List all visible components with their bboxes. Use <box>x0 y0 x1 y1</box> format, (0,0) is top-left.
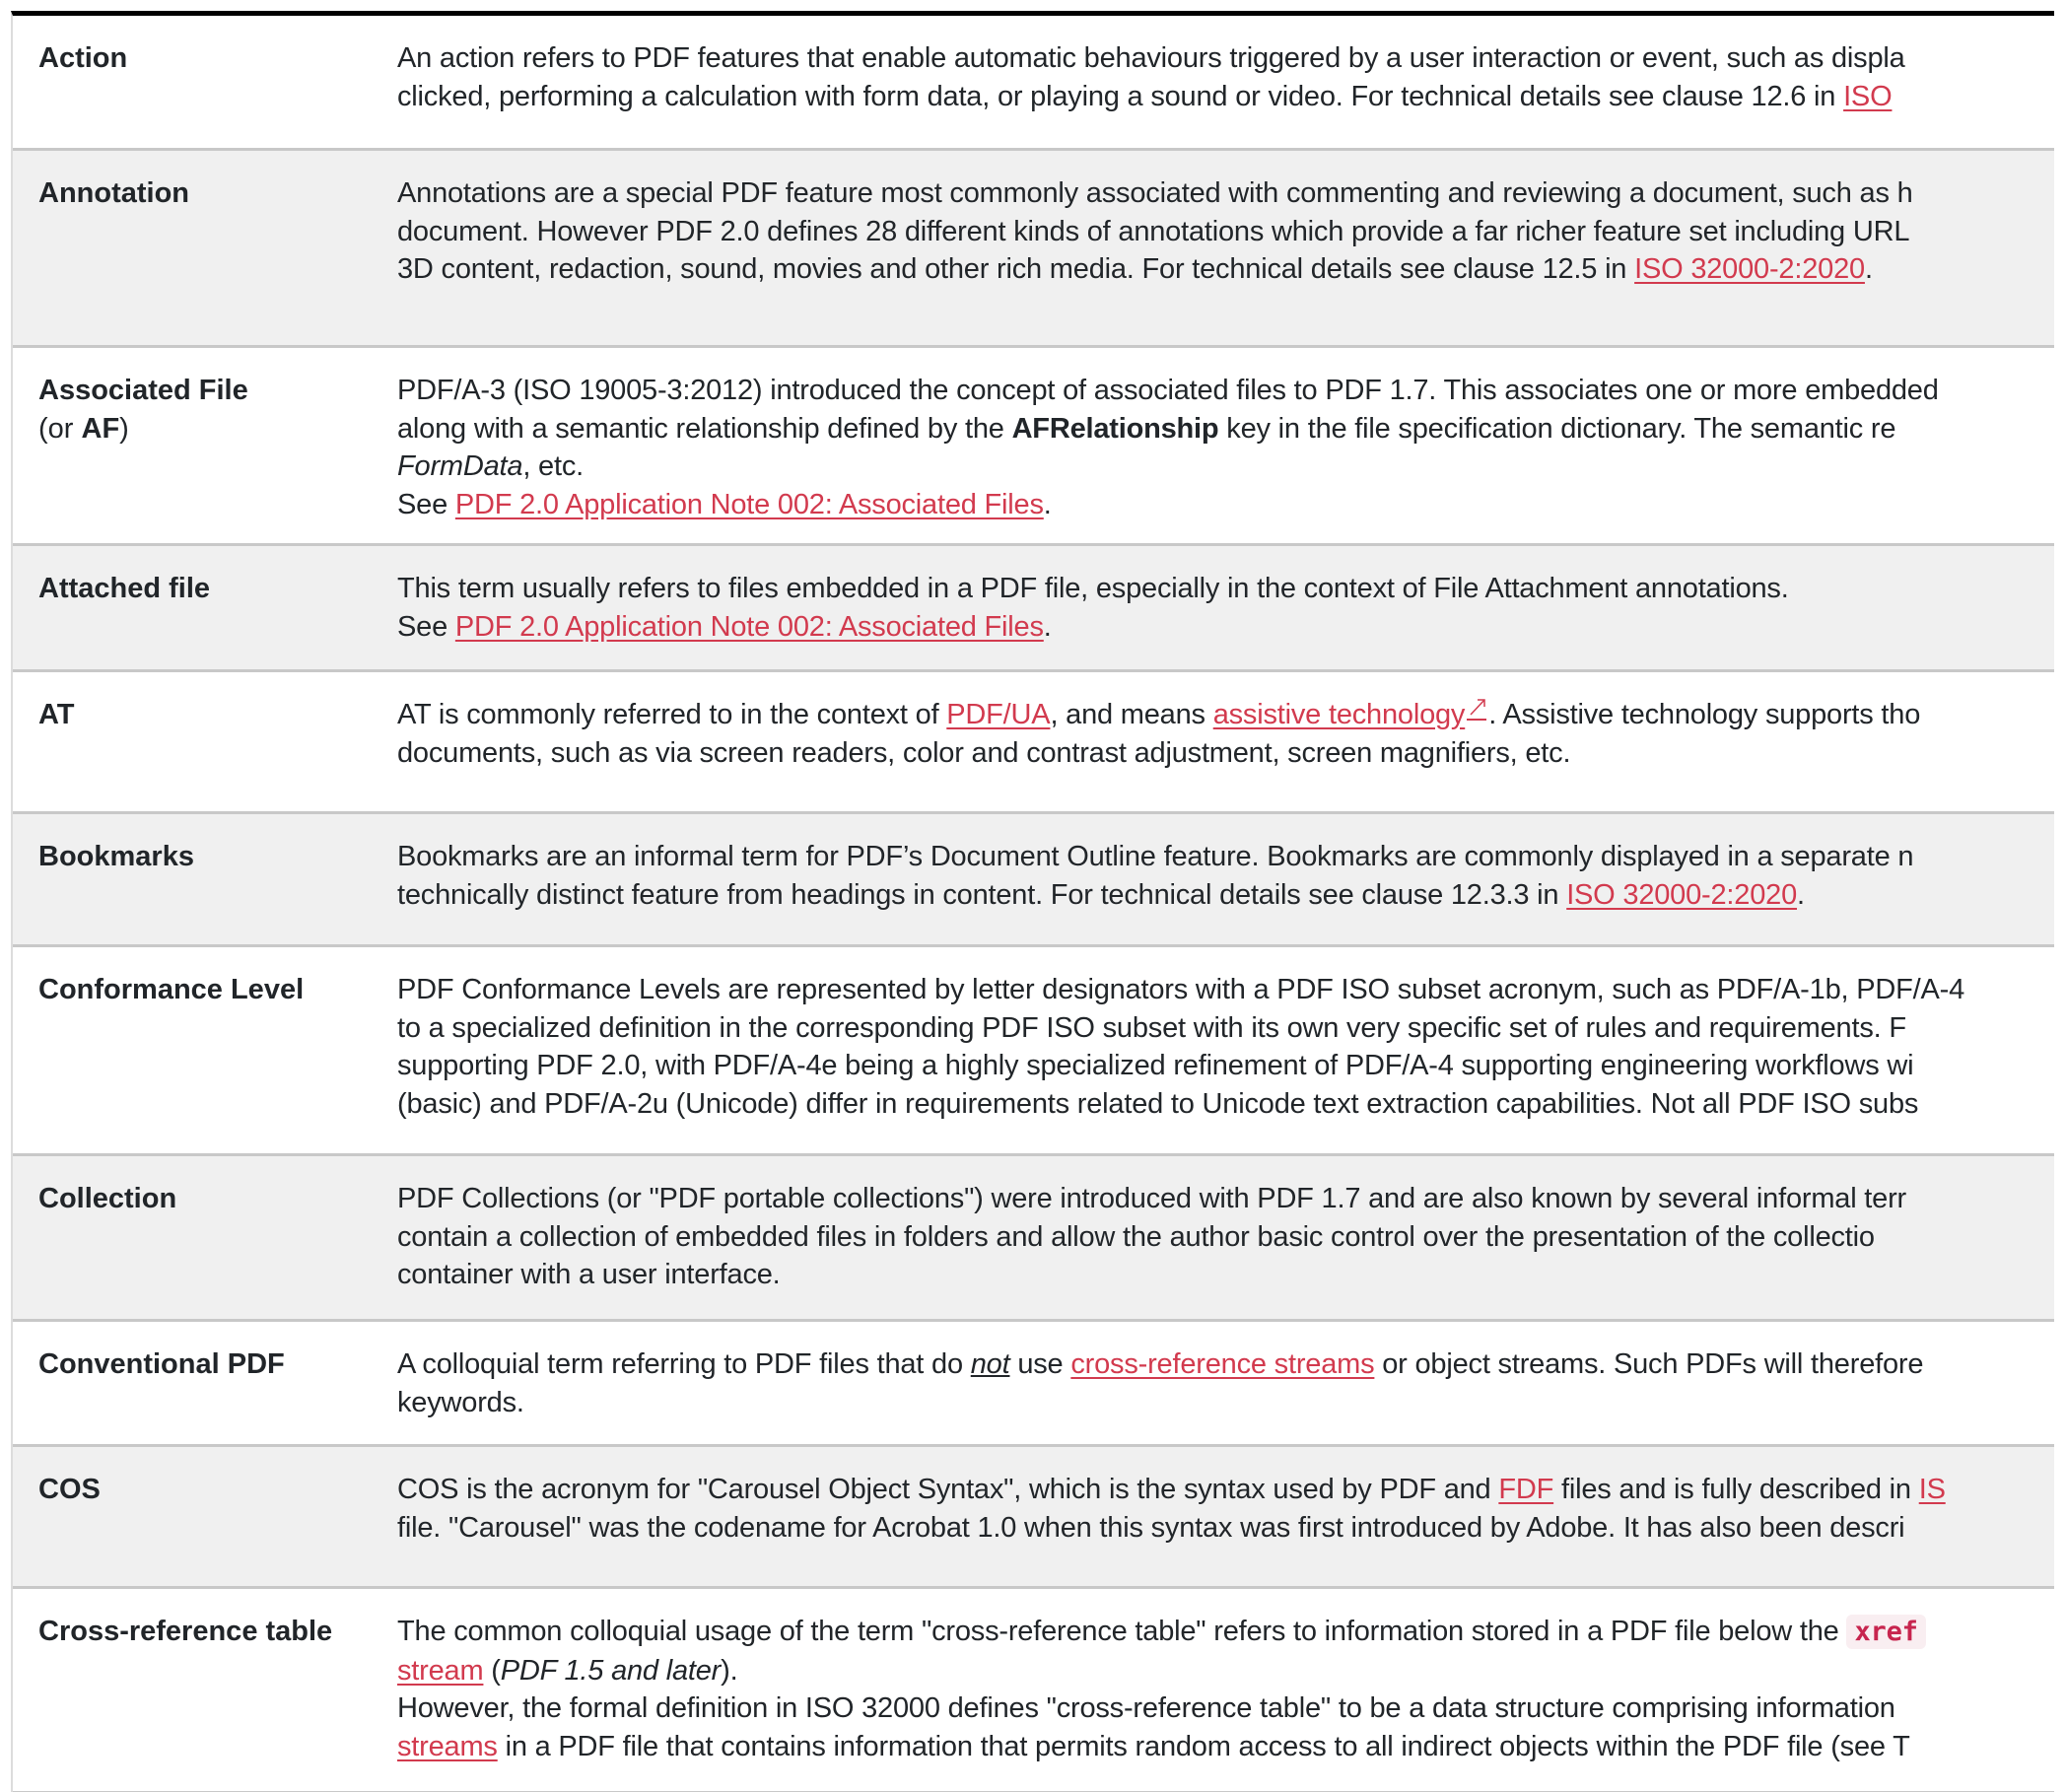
table-row <box>13 16 2054 151</box>
definition <box>397 570 1789 646</box>
text: document. However PDF 2.0 defines 28 different kinds of annotations which provide a far richer feature set including URL <box>397 215 1910 247</box>
text: PDF Collections (or "PDF portable collections") were introduced with PDF 1.7 and are also known by several informal terr <box>397 1183 1907 1214</box>
term: Annotation <box>38 177 190 209</box>
text: . <box>1797 878 1805 911</box>
text: , and means <box>1050 699 1213 730</box>
text: , etc. <box>522 450 584 483</box>
xref-streams-link[interactable]: cross-reference streams <box>1070 1348 1375 1380</box>
text: or object streams. Such PDFs will therefore <box>1374 1348 1924 1380</box>
text: Annotations are a special PDF feature most commonly associated with commenting and reviewing a document, such as h <box>397 177 1913 209</box>
term: Collection <box>38 1183 177 1214</box>
table-row <box>13 151 2054 348</box>
app-note-link[interactable]: PDF 2.0 Application Note 002: Associated Files <box>454 610 1044 643</box>
term: Action <box>38 42 128 74</box>
xref-stream-link[interactable]: stream <box>397 1654 484 1687</box>
text: key in the file specification dictionary. The semantic re <box>1218 412 1896 445</box>
term: Bookmarks <box>38 841 194 872</box>
table-row <box>13 348 2054 546</box>
iso-32000-link[interactable]: ISO 32000-2:2020 <box>1566 878 1798 911</box>
table-row <box>13 1447 2054 1589</box>
text: documents, such as via screen readers, color and contrast adjustment, screen magnifiers, etc. <box>397 736 1571 769</box>
iso-32000-link[interactable]: ISO <box>1843 80 1893 112</box>
app-note-link[interactable]: PDF 2.0 Application Note 002: Associated Files <box>454 489 1044 521</box>
text: ( <box>483 1654 501 1687</box>
text: However, the formal definition in ISO 32000 defines "cross-reference table" to be a data structure comprising information <box>397 1692 1895 1725</box>
text: to a specialized definition in the corresponding PDF ISO subset with its own very specific set of rules and requirements. F <box>397 1011 1906 1044</box>
pdf-ua-link[interactable]: PDF/UA <box>946 699 1051 730</box>
definition <box>397 1180 1906 1294</box>
term: COS <box>38 1474 101 1505</box>
text: . <box>1043 610 1052 643</box>
definition <box>397 971 1964 1124</box>
text: See <box>397 610 455 643</box>
table-row <box>13 546 2054 672</box>
definition <box>397 838 1913 914</box>
term: Conventional PDF <box>38 1348 285 1380</box>
term <box>38 372 248 448</box>
text: use <box>1009 1348 1071 1380</box>
text: along with a semantic relationship defined by the <box>397 412 1012 445</box>
text: An action refers to PDF features that enable automatic behaviours triggered by a user interaction or event, such as displa <box>397 42 1905 74</box>
definition <box>397 39 1905 115</box>
text: contain a collection of embedded files in folders and allow the author basic control over the presentation of the collectio <box>397 1220 1875 1253</box>
definition <box>397 1345 1923 1421</box>
external-link-icon[interactable] <box>1465 696 1488 722</box>
definition <box>397 1471 1946 1547</box>
text: PDF/A-3 (ISO 19005-3:2012) introduced the concept of associated files to PDF 1.7. This associates one or more embedded <box>397 375 1939 406</box>
text: container with a user interface. <box>397 1259 781 1291</box>
definition <box>397 1613 1926 1766</box>
definition <box>397 174 1913 289</box>
xref-streams-link[interactable]: streams <box>397 1731 498 1763</box>
emphasis: PDF 1.5 and later <box>500 1654 722 1687</box>
text: A colloquial term referring to PDF files that do <box>397 1348 971 1380</box>
code-keyword: xref <box>1846 1615 1925 1649</box>
text: 3D content, redaction, sound, movies and other rich media. For technical details see clause 12.5 in <box>397 253 1635 286</box>
glossary-table <box>11 11 2054 1792</box>
text: COS is the acronym for "Carousel Object Syntax", which is the syntax used by PDF and <box>397 1474 1499 1505</box>
text: file. "Carousel" was the codename for Acrobat 1.0 when this syntax was first introduced by Adobe. It has also been descri <box>397 1511 1905 1544</box>
text: . Assistive technology supports tho <box>1488 699 1921 730</box>
table-row <box>13 1156 2054 1322</box>
term: Attached file <box>38 573 211 604</box>
term: AT <box>38 699 75 730</box>
text: FormData <box>397 450 523 483</box>
table-row <box>13 947 2054 1156</box>
text: This term usually refers to files embedded in a PDF file, especially in the context of File Attachment annotations. <box>397 573 1789 604</box>
fdf-link[interactable]: FDF <box>1498 1474 1554 1505</box>
iso-link[interactable]: IS <box>1918 1474 1946 1505</box>
text: . <box>1864 253 1873 286</box>
text: supporting PDF 2.0, with PDF/A-4e being a highly specialized refinement of PDF/A-4 supporting engineering workflows wi <box>397 1050 1914 1082</box>
term-alias: (or AF) <box>38 413 129 445</box>
iso-32000-link[interactable]: ISO 32000-2:2020 <box>1634 253 1865 286</box>
text: See <box>397 489 455 521</box>
table-row <box>13 814 2054 947</box>
text: PDF Conformance Levels are represented by letter designators with a PDF ISO subset acronym, such as PDF/A-1b, PDF/A-4 <box>397 974 1964 1005</box>
text: in a PDF file that contains information that permits random access to all indirect objects within the PDF file (see T <box>497 1731 1910 1763</box>
term: Conformance Level <box>38 974 305 1005</box>
assistive-technology-link[interactable]: assistive technology <box>1212 699 1466 730</box>
text: files and is fully described in <box>1553 1474 1919 1505</box>
definition <box>397 696 1920 772</box>
table-row <box>13 672 2054 814</box>
text: ). <box>721 1654 738 1687</box>
table-row <box>13 1322 2054 1447</box>
key-name: AFRelationship <box>1011 412 1219 445</box>
text: AT is commonly referred to in the context of <box>397 699 947 730</box>
emphasis: not <box>970 1348 1010 1380</box>
text: Bookmarks are an informal term for PDF’s Document Outline feature. Bookmarks are commonly displayed in a separate n <box>397 841 1914 872</box>
text: technically distinct feature from headings in content. For technical details see clause 12.3.3 in <box>397 878 1567 911</box>
term-label: Associated File <box>38 375 248 406</box>
text: keywords. <box>397 1386 524 1418</box>
term: Cross-reference table <box>38 1616 333 1647</box>
table-row <box>13 1589 2054 1792</box>
text: clicked, performing a calculation with form data, or playing a sound or video. For technical details see clause 12.6 in <box>397 80 1844 112</box>
definition <box>397 372 1939 524</box>
text: (basic) and PDF/A-2u (Unicode) differ in requirements related to Unicode text extraction capabilities. Not all PDF ISO subs <box>397 1088 1919 1121</box>
text: . <box>1043 489 1052 521</box>
text: The common colloquial usage of the term "cross-reference table" refers to information stored in a PDF file below the <box>397 1616 1847 1647</box>
